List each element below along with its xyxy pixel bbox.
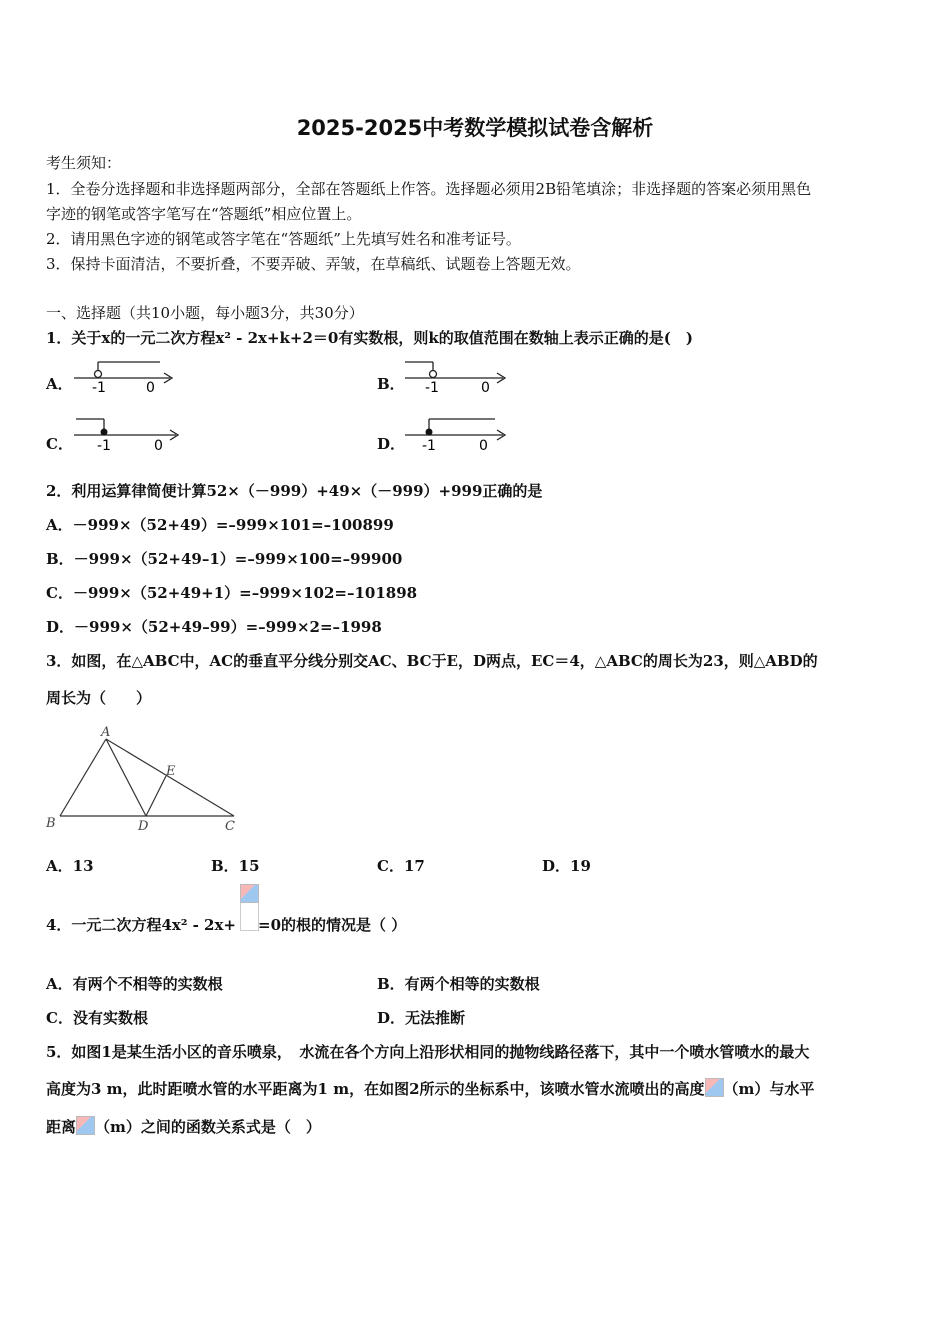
question-4-stem-end: =0的根的情况是（ ） — [258, 916, 407, 934]
q2-option-d: D．－999×（52+49–99）=–999×2=–1998 — [46, 618, 382, 636]
open-dot — [430, 371, 437, 378]
q4-option-c: C．没有实数根 — [46, 1009, 148, 1027]
question-3-stem-cont: 周长为（ ） — [46, 689, 152, 707]
q1-option-c-label: C． — [46, 435, 73, 453]
broken-image-icon — [705, 1078, 724, 1097]
q2-option-a: A．－999×（52+49）=–999×101=–100899 — [46, 516, 394, 534]
vertex-label-e: E — [166, 764, 176, 779]
closed-dot — [426, 429, 433, 436]
tick-label: -1 — [92, 380, 106, 396]
q2-option-b: B．－999×（52+49–1）=–999×100=–99900 — [46, 550, 403, 568]
vertex-label-d: D — [138, 819, 149, 834]
question-5-stem-line2: 高度为3 m，此时距喷水管的水平距离为1 m，在如图2所示的坐标系中，该喷水管水流喷出的高度 （m）与水平 — [46, 1080, 815, 1098]
q1-option-b-label: B． — [377, 375, 405, 393]
tick-label: 0 — [479, 438, 488, 454]
tick-label: -1 — [422, 438, 436, 454]
broken-image-icon — [76, 1116, 95, 1135]
open-dot — [95, 371, 102, 378]
q1-option-b-numberline — [401, 354, 511, 396]
question-5-stem: 5．如图1是某生活小区的音乐喷泉， 水流在各个方向上沿形状相同的抛物线路径落下，其中一个喷水管喷水的最大 — [46, 1043, 810, 1061]
segment-de — [146, 776, 166, 816]
question-2-stem: 2．利用运算律简便计算52×（－999）+49×（－999）+999正确的是 — [46, 482, 543, 500]
section-heading: 一、选择题（共10小题，每小题3分，共30分） — [46, 304, 364, 322]
page-title: 2025-2025中考数学模拟试卷含解析 — [296, 116, 654, 140]
q1-option-c-numberline — [70, 413, 184, 455]
q3-option-c: C．17 — [377, 857, 425, 875]
q3-option-d: D．19 — [542, 857, 591, 875]
notice-item: 2．请用黑色字迹的钢笔或答字笔在“答题纸”上先填写姓名和准考证号。 — [46, 230, 521, 248]
question-4-stem-start: 4．一元二次方程4x² - 2x+ — [46, 916, 237, 934]
q2-option-c: C．－999×（52+49+1）=–999×102=–101898 — [46, 584, 418, 602]
notice-item: 1．全卷分选择题和非选择题两部分，全部在答题纸上作答。选择题必须用2B铅笔填涂；非选择题的答案必须用黑色 — [46, 180, 812, 198]
tick-label: 0 — [146, 380, 155, 396]
q1-option-a-numberline — [70, 354, 178, 396]
q1-option-d-label: D． — [377, 435, 406, 453]
vertex-label-b: B — [46, 816, 56, 831]
triangle-figure — [40, 724, 245, 836]
segment-ab — [60, 739, 106, 816]
q3-option-b: B．15 — [211, 857, 260, 875]
formula-image-placeholder — [240, 884, 258, 934]
vertex-label-a: A — [101, 725, 111, 740]
broken-image-icon — [240, 884, 259, 903]
notice-item: 3．保持卡面清洁，不要折叠，不要弄破、弄皱，在草稿纸、试题卷上答题无效。 — [46, 255, 581, 273]
q4-option-d: D．无法推断 — [377, 1009, 466, 1027]
question-3-stem: 3．如图，在△ABC中，AC的垂直平分线分别交AC、BC于E，D两点，EC＝4，△ABC的周长为23，则△ABD的 — [46, 652, 818, 670]
question-5-stem-line3: 距离 （m）之间的函数关系式是（ ） — [46, 1118, 321, 1136]
notice-item: 字迹的钢笔或答字笔写在“答题纸”相应位置上。 — [46, 205, 362, 223]
question-1-stem: 1．关于x的一元二次方程x² - 2x+k+2＝0有实数根，则k的取值范围在数轴上表示正确的是( ) — [46, 329, 693, 347]
tick-label: -1 — [97, 438, 111, 454]
q3-option-a: A．13 — [46, 857, 94, 875]
q1-option-d-numberline — [401, 413, 511, 455]
tick-label: 0 — [154, 438, 163, 454]
tick-label: 0 — [481, 380, 490, 396]
vertex-label-c: C — [225, 819, 235, 834]
closed-dot — [101, 429, 108, 436]
tick-label: -1 — [425, 380, 439, 396]
notice-heading: 考生须知： — [46, 154, 122, 172]
q4-option-b: B．有两个相等的实数根 — [377, 975, 540, 993]
q1-option-a-label: A． — [46, 375, 73, 393]
q4-option-a: A．有两个不相等的实数根 — [46, 975, 223, 993]
